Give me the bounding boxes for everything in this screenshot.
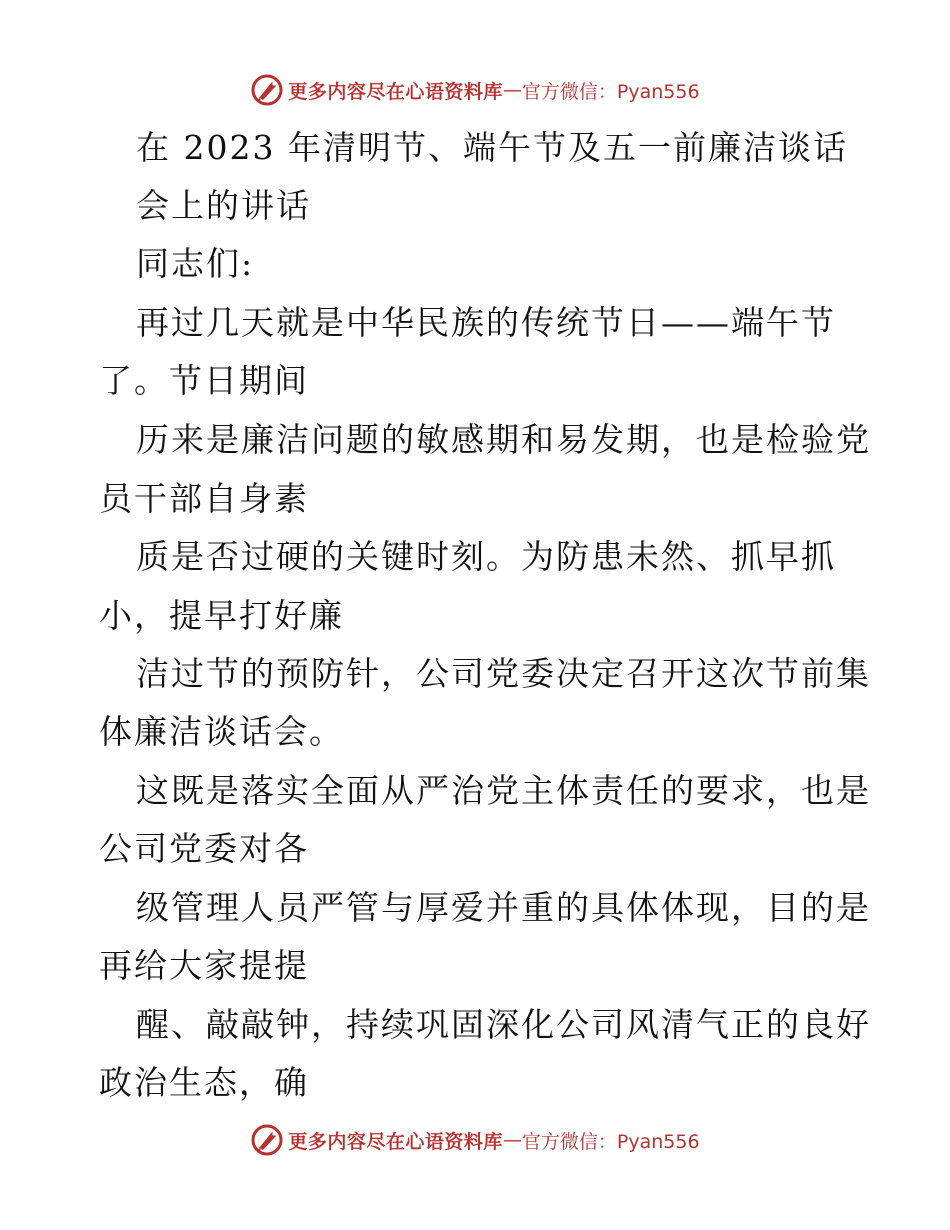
text-line: 公司党委对各: [99, 829, 309, 868]
banner-wechat-text: 官方微信：Pyan556: [521, 1130, 700, 1153]
pen-logo-icon: [250, 73, 284, 107]
text-line: 再过几天就是中华民族的传统节日——端午节: [136, 303, 836, 342]
text-line: 洁过节的预防针，公司党委决定召开这次节前集: [136, 654, 871, 693]
text-line: 这既是落实全面从严治党主体责任的要求，也是: [136, 771, 871, 810]
title-line-2: 会上的讲话: [136, 186, 311, 225]
text-line: 质是否过硬的关键时刻。为防患未然、抓早抓: [136, 537, 836, 576]
banner-main-text: 更多内容尽在心语资料库: [288, 80, 503, 103]
footer-banner: [0, 1120, 950, 1160]
salutation: 同志们:: [136, 244, 255, 283]
banner-wechat-text: 官方微信：Pyan556: [521, 80, 700, 103]
banner-main-text: 更多内容尽在心语资料库: [288, 1130, 503, 1153]
text-line: 员干部自身素: [99, 479, 309, 518]
text-line: 了。节日期间: [99, 361, 309, 400]
text-line: 历来是廉洁问题的敏感期和易发期，也是检验党: [136, 420, 871, 459]
text-line: 再给大家提提: [99, 946, 309, 985]
pen-logo-icon: [250, 1123, 284, 1157]
title-line-1: 在 2023 年清明节、端午节及五一前廉洁谈话: [136, 128, 848, 167]
text-line: 小，提早打好廉: [99, 596, 344, 635]
banner-dash: —: [502, 79, 522, 101]
text-line: 级管理人员严管与厚爱并重的具体体现，目的是: [136, 888, 871, 927]
text-line: 醒、敲敲钟，持续巩固深化公司风清气正的良好: [136, 1005, 871, 1044]
header-banner: [0, 70, 950, 110]
banner-dash: —: [502, 1129, 522, 1151]
text-line: 政治生态，确: [99, 1063, 309, 1102]
text-line: 体廉洁谈话会。: [99, 712, 344, 751]
